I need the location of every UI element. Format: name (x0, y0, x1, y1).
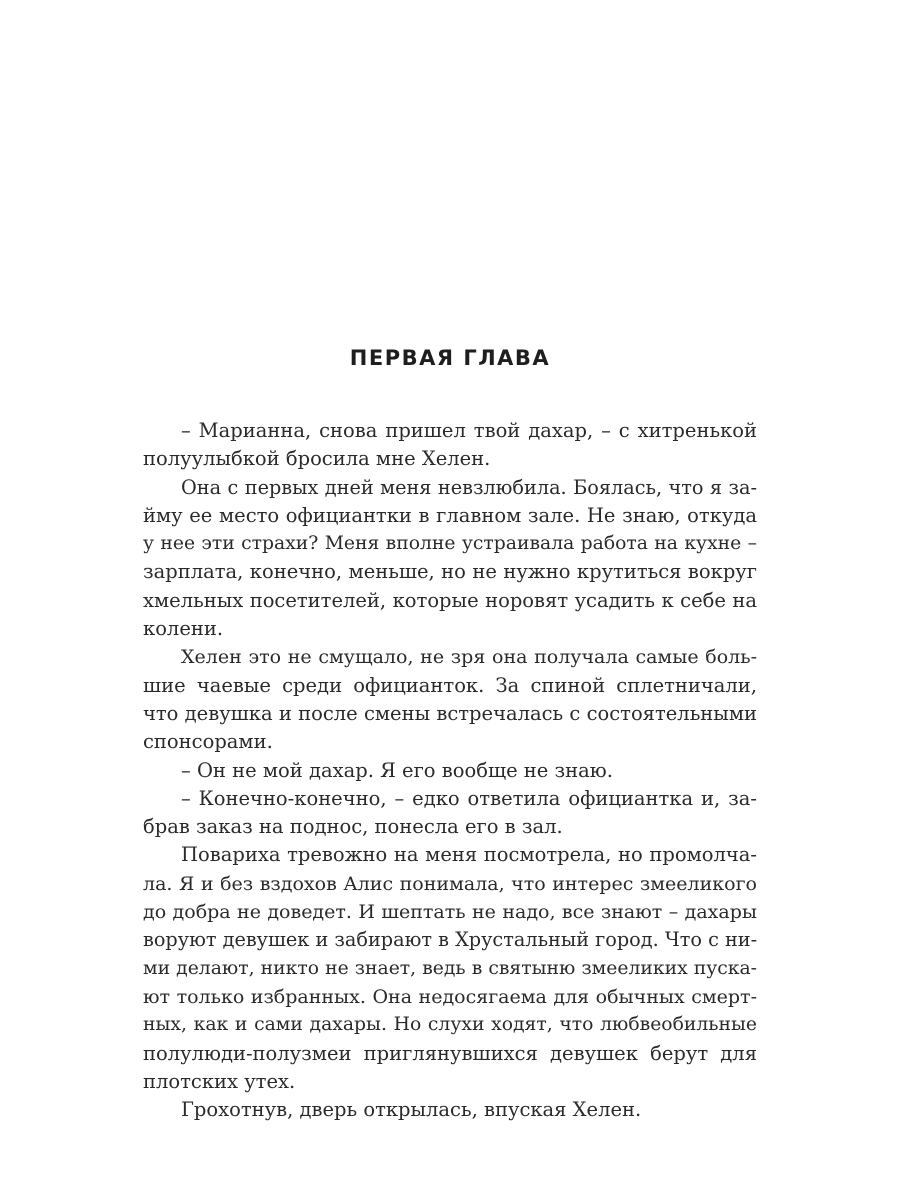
text-line: ют только избранных. Она недосягаема для обычных смерт- (143, 985, 757, 1008)
text-line: у нее эти страхи? Меня вполне устраивала работа на кухне – (143, 533, 757, 555)
text-line: Грохотнув, дверь открылась, впуская Хелен. (181, 1098, 642, 1122)
text-line: ми делают, никто не знает, ведь в святыню змееликих пуска- (143, 957, 757, 979)
chapter-title: ПЕРВАЯ ГЛАВА (349, 346, 551, 370)
text-line: шие чаевые среди официанток. За спиной сплетничали, (143, 673, 757, 697)
text-line: Она с первых дней меня невзлюбила. Боялась, что я за- (181, 475, 757, 499)
text-line: полулюди-полузмеи приглянувшихся девушек берут для (143, 1041, 757, 1065)
text-line: ных, как и сами дахары. Но слухи ходят, что любвеобильные (143, 1014, 757, 1036)
text-line: ла. Я и без вздохов Алис понимала, что интерес змееликого (143, 872, 757, 895)
text-line: – Он не мой дахар. Я его вообще не знаю. (181, 758, 613, 782)
text-line: воруют девушек и забирают в Хрустальный город. Что с ни- (143, 928, 758, 952)
text-line: до добра не доведет. И шептать не надо, все знают – дахары (143, 901, 757, 924)
text-line: йму ее место официантки в главном зале. Не знаю, откуда (143, 503, 757, 527)
text-line: колени. (143, 617, 224, 641)
text-line: Повариха тревожно на меня посмотрела, но промолча- (181, 843, 757, 867)
text-line: спонсорами. (143, 730, 273, 754)
text-line: – Марианна, снова пришел твой дахар, – с хитренькой (181, 419, 757, 442)
chapter-body (143, 417, 757, 1124)
text-line: что девушка и после смены встречалась с состоятельными (143, 701, 757, 725)
text-line: зарплата, конечно, меньше, но не нужно крутиться вокруг (143, 560, 757, 584)
text-line: – Конечно-конечно, – едко ответила официантка и, за- (181, 786, 757, 810)
text-line: полуулыбкой бросила мне Хелен. (143, 447, 491, 471)
text-line: плотских утех. (143, 1069, 296, 1093)
text-line: брав заказ на поднос, понесла его в зал. (143, 815, 563, 839)
text-line: Хелен это не смущало, не зря она получала самые боль- (181, 646, 757, 669)
text-line: хмельных посетителей, которые норовят усадить к себе на (143, 588, 757, 612)
